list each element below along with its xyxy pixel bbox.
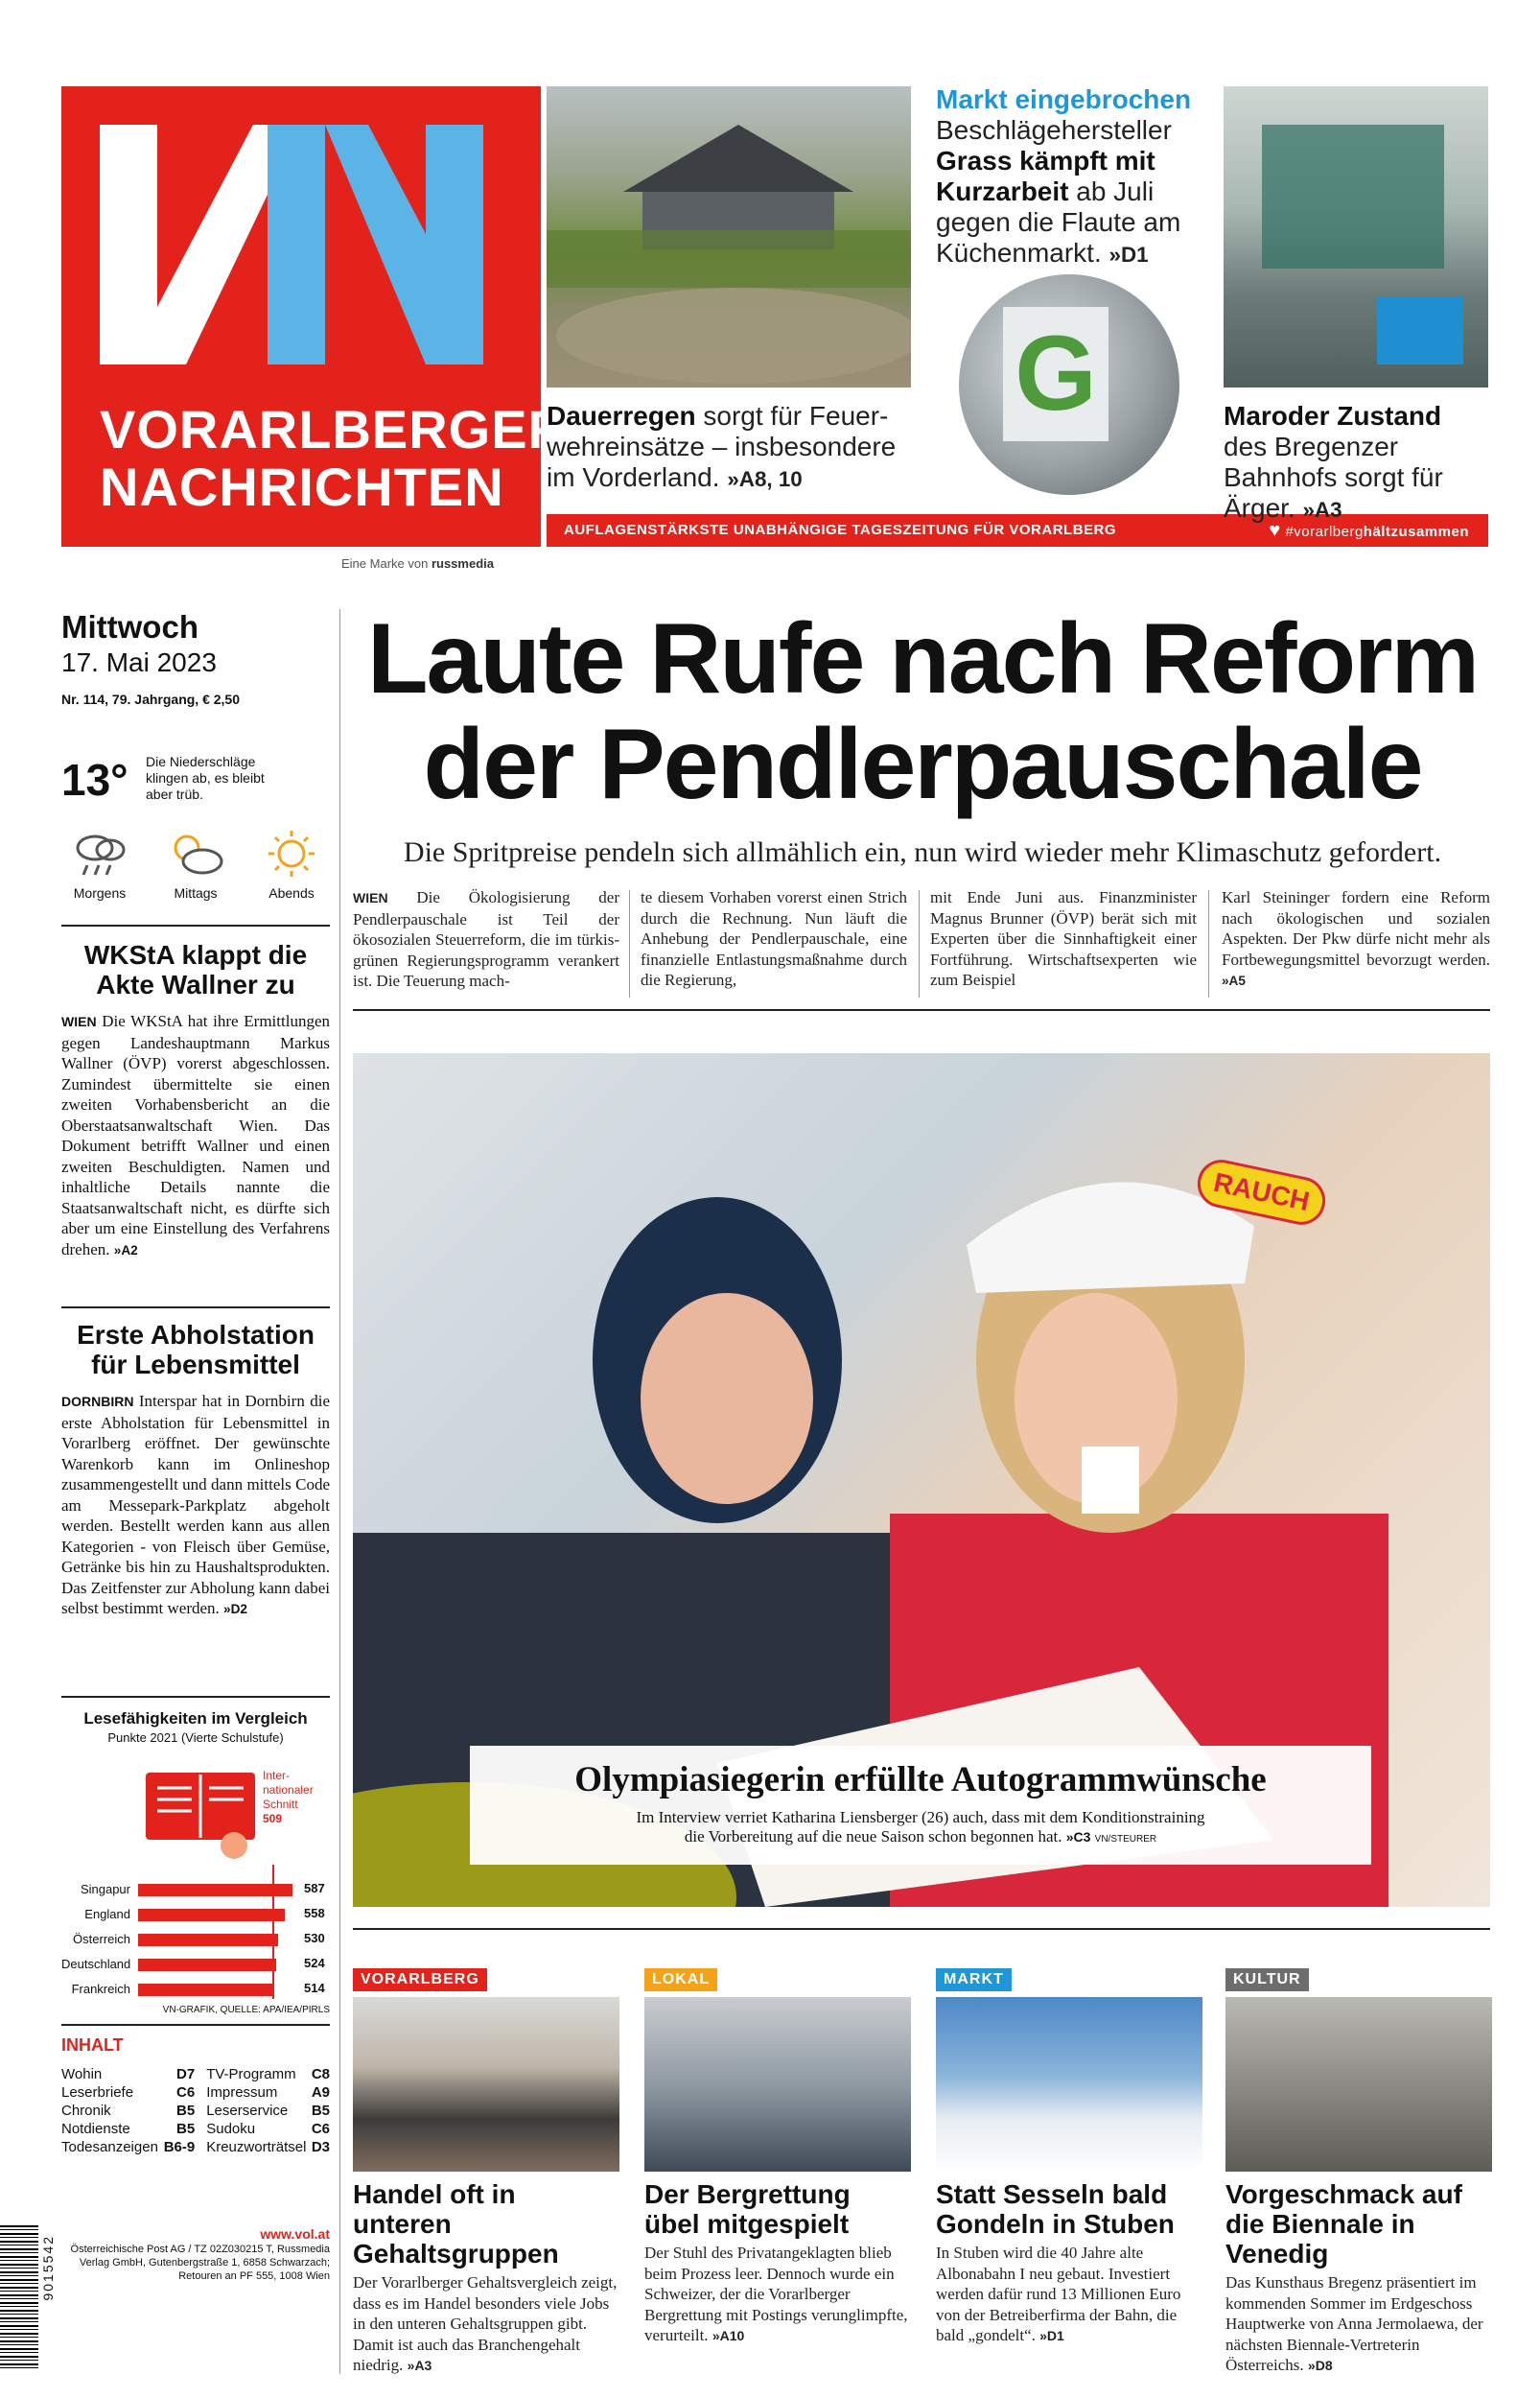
teaser-photo[interactable] bbox=[644, 1997, 911, 2172]
inhalt-label[interactable]: C6 bbox=[311, 2121, 330, 2137]
bottom-teaser-lokal[interactable] bbox=[644, 1968, 911, 2347]
main-ref: »A5 bbox=[1222, 974, 1246, 988]
brief-abholstation-place: DORNBIRN bbox=[61, 1394, 134, 1409]
brief-wksta-title: WKStA klappt die Akte Wallner zu bbox=[83, 940, 308, 999]
inhalt-page[interactable]: C6 bbox=[176, 2084, 196, 2101]
teaser-text: Das Kunsthaus Bregenz präsentiert im kommenden Sommer im Erdgeschoss Hauptwerke von Anna Jermolaewa, der nächsten Biennale-Vertreterin Österreichs. bbox=[1225, 2273, 1483, 2374]
brief-wksta-place: WIEN bbox=[61, 1014, 97, 1029]
chart-bar bbox=[138, 1909, 285, 1921]
inhalt-spacer bbox=[195, 2120, 206, 2138]
column-rule bbox=[629, 890, 630, 998]
inhalt-label[interactable]: C8 bbox=[311, 2066, 330, 2082]
weather-text: Die Niederschläge klingen ab, es bleibt aber trüb. bbox=[146, 754, 265, 802]
teaser-body bbox=[644, 2243, 911, 2347]
bottom-teaser-kultur[interactable] bbox=[1225, 1968, 1492, 2377]
inhalt-row bbox=[61, 2138, 330, 2156]
weather-morning-label: Morgens bbox=[73, 885, 127, 901]
divider bbox=[353, 1928, 1490, 1930]
chart-bar-value: 530 bbox=[304, 1931, 325, 1945]
teaser-text: Der Stuhl des Privatangeklagten blieb beim Prozess leer. Dennoch wurde ein Schweizer, der die Vorarlberger Bergrettung mit Postings verunglimpfte, verurteilt. bbox=[644, 2244, 908, 2344]
chart-bar-value: 587 bbox=[304, 1881, 325, 1895]
inhalt-label[interactable]: Chronik bbox=[61, 2103, 111, 2119]
inhalt-label[interactable]: A9 bbox=[311, 2084, 330, 2101]
inhalt-box bbox=[61, 2035, 330, 2156]
brief-wksta-ref: »A2 bbox=[113, 1242, 138, 1258]
rain-teaser[interactable] bbox=[547, 401, 911, 495]
station-kicker: Maroder Zustand bbox=[1224, 401, 1442, 431]
photo-credit: VN/STEURER bbox=[1094, 1834, 1157, 1845]
brief-wksta[interactable] bbox=[61, 940, 330, 1260]
teaser-title[interactable]: Vorgeschmack auf die Biennale in Venedig bbox=[1225, 2179, 1462, 2269]
inhalt-page[interactable]: B6-9 bbox=[163, 2139, 196, 2155]
edition-day: Mittwoch bbox=[61, 609, 198, 645]
divider bbox=[61, 925, 330, 927]
main-headline[interactable] bbox=[355, 603, 1490, 820]
inhalt-spacer bbox=[195, 2102, 206, 2120]
chart-bar-row bbox=[61, 1880, 330, 1899]
chart-title: Lesefähigkeiten im Vergleich bbox=[83, 1709, 308, 1728]
inhalt-table bbox=[61, 2065, 330, 2156]
rain-ref: »A8, 10 bbox=[727, 467, 803, 491]
chart-bar bbox=[138, 1934, 278, 1946]
chart-reference-line bbox=[272, 1865, 274, 1999]
column-rule bbox=[919, 890, 920, 998]
inhalt-heading: INHALT bbox=[61, 2035, 124, 2055]
brief-abholstation-ref: »D2 bbox=[223, 1602, 247, 1616]
teaser-photo[interactable] bbox=[1225, 1997, 1492, 2172]
brief-wksta-text: Die WKStA hat ihre Ermittlungen gegen Landeshauptmann Markus Wallner (ÖVP) vorerst abgeschlossen. Zumindest übermittelte sie einen zweiten Vorhabensbericht an die Oberstaatsanwaltschaft Wien. Das Dokument betrifft Wallner und einen zweiten Beschuldigten. Namen und inhaltliche Details nannte die Staatsanwaltschaft nicht, es dürfte sich aber um eine Einstellung des Verfahrens drehen. bbox=[61, 1012, 330, 1258]
weather-noon-label: Mittags bbox=[174, 885, 218, 901]
main-col4-text: Karl Steininger fordern eine Reform nach ökologischen und sozialen Aspekten. Der Pkw dürfe nicht mehr als Fortbewegungsmittel bevorzugt werden. bbox=[1222, 888, 1490, 969]
teaser-text: Der Vorarlberger Gehaltsvergleich zeigt, dass es im Handel besonders viele Jobs in den unteren Gehaltsgruppen gibt. Damit ist auch das Branchengehalt niedrig. bbox=[353, 2273, 618, 2374]
station-text: des Bregenzer Bahnhofs sorgt für Ärger. bbox=[1224, 432, 1443, 523]
barcode bbox=[0, 2225, 38, 2369]
photo-caption-1: Im Interview verriet Katharina Liensberger (26) auch, dass mit dem Konditionstraining bbox=[636, 1808, 1205, 1826]
heart-icon: ♥ bbox=[1269, 520, 1281, 541]
station-ref: »A3 bbox=[1302, 498, 1342, 522]
inhalt-spacer bbox=[195, 2083, 206, 2102]
chart-bar-label: Deutschland bbox=[61, 1957, 131, 1971]
inhalt-label[interactable]: Notdienste bbox=[61, 2121, 130, 2137]
inhalt-label[interactable]: Sudoku bbox=[206, 2121, 256, 2137]
teaser-ref: »D8 bbox=[1307, 2358, 1333, 2373]
photo-caption-box[interactable] bbox=[470, 1746, 1371, 1865]
ref-label-3: Schnitt bbox=[263, 1798, 298, 1811]
inhalt-spacer bbox=[195, 2138, 206, 2156]
weather-box bbox=[61, 750, 330, 909]
brand-note bbox=[341, 556, 494, 571]
teaser-body bbox=[936, 2243, 1202, 2347]
main-col1-text: Die Ökologisierung der Pendlerpauschale ist Teil der ökosozialen Steuerreform, die im türkis-grünen Regierungsprogramm verankert ist. Die Teuerung mach- bbox=[353, 888, 619, 990]
bottom-teaser-markt[interactable] bbox=[936, 1968, 1202, 2347]
brief-abholstation[interactable] bbox=[61, 1320, 330, 1620]
inhalt-row bbox=[61, 2065, 330, 2083]
main-col-1 bbox=[353, 887, 619, 992]
grass-text1: Beschlägehersteller bbox=[936, 115, 1172, 145]
photo-title: Olympiasiegerin erfüllte Autogrammwünsche bbox=[574, 1760, 1267, 1799]
category-label[interactable]: MARKT bbox=[936, 1968, 1012, 1991]
teaser-body bbox=[353, 2272, 619, 2377]
rain-text: sorgt für Feuerwehreinsätze – insbesondere im Vorderland. bbox=[547, 401, 897, 492]
inhalt-spacer bbox=[195, 2065, 206, 2083]
grass-teaser[interactable] bbox=[936, 84, 1195, 270]
imprint bbox=[61, 2227, 330, 2283]
chart-bar-label: Singapur bbox=[80, 1882, 130, 1896]
chart-bar-row bbox=[61, 1955, 330, 1974]
chart-source: VN-GRAFIK, QUELLE: APA/IEA/PIRLS bbox=[162, 2005, 330, 2015]
grass-photo[interactable] bbox=[959, 274, 1179, 495]
teaser-text: In Stuben wird die 40 Jahre alte Albonabahn I neu gebaut. Investiert werden dafür rund 13 Millionen Euro von der Betreiberfirma der Bahn, die bald „gondelt“. bbox=[936, 2244, 1181, 2344]
headline-line2: der Pendlerpauschale bbox=[423, 709, 1422, 820]
chart-reference-label bbox=[263, 1769, 314, 1826]
bottom-teaser-vorarlberg[interactable] bbox=[353, 1968, 619, 2377]
inhalt-label[interactable]: Wohin bbox=[61, 2066, 103, 2082]
teaser-ref: »A3 bbox=[407, 2358, 432, 2373]
brief-abholstation-title: Erste Abholstation für Lebensmittel bbox=[77, 1320, 315, 1379]
divider bbox=[61, 1696, 330, 1698]
weather-noon bbox=[157, 827, 234, 901]
rain-kicker: Dauerregen bbox=[547, 401, 696, 431]
headline-line1: Laute Rufe nach Reform bbox=[367, 603, 1478, 715]
edition-issue: Nr. 114, 79. Jahrgang, € 2,50 bbox=[61, 692, 240, 707]
divider bbox=[353, 1009, 1490, 1011]
inhalt-row bbox=[61, 2102, 330, 2120]
category-label[interactable]: KULTUR bbox=[1225, 1968, 1309, 1991]
column-rule bbox=[1208, 890, 1209, 998]
photo-caption-2-wrap bbox=[470, 1827, 1371, 1846]
hashtag-bold: hältzusammen bbox=[1363, 524, 1469, 540]
inhalt-page[interactable]: B5 bbox=[176, 2121, 196, 2137]
chart-subtitle: Punkte 2021 (Vierte Schulstufe) bbox=[107, 1730, 284, 1745]
chart-bar-value: 558 bbox=[304, 1906, 325, 1920]
chart-bar-value: 524 bbox=[304, 1956, 325, 1970]
inhalt-row bbox=[61, 2083, 330, 2102]
inhalt-page[interactable]: B5 bbox=[176, 2103, 196, 2119]
chart-bar bbox=[138, 1959, 276, 1971]
inhalt-label[interactable]: Kreuzworträtsel bbox=[206, 2139, 307, 2155]
chart-bars bbox=[61, 1880, 330, 2005]
category-label[interactable]: LOKAL bbox=[644, 1968, 717, 1991]
chart-bar-value: 514 bbox=[304, 1981, 325, 1995]
reading-chart bbox=[61, 1709, 330, 2016]
chart-bar-row bbox=[61, 1980, 330, 1999]
teaser-title[interactable]: Statt Sesseln bald Gondeln in Stuben bbox=[936, 2179, 1175, 2239]
book-icon bbox=[138, 1765, 263, 1861]
teaser-photo[interactable] bbox=[353, 1997, 619, 2172]
inhalt-label[interactable]: Todesanzeigen bbox=[61, 2139, 158, 2155]
sun-cloud-icon bbox=[162, 827, 229, 881]
station-hall-image bbox=[1224, 86, 1488, 388]
grass-kicker: Markt eingebrochen bbox=[936, 84, 1192, 114]
inhalt-label[interactable]: B5 bbox=[311, 2103, 330, 2119]
edition-info bbox=[61, 609, 330, 707]
inhalt-label[interactable]: D3 bbox=[311, 2139, 330, 2155]
chart-bar-label: England bbox=[84, 1907, 130, 1921]
divider bbox=[61, 1306, 330, 1308]
inhalt-row bbox=[61, 2120, 330, 2138]
teaser-photo[interactable] bbox=[936, 1997, 1202, 2172]
teaser-body bbox=[1225, 2272, 1492, 2377]
imprint-text: Österreichische Post AG / TZ 02Z030215 T, Russmedia Verlag GmbH, Gutenbergstraße 1, 6858 Schwarzach; Retouren an PF 555, 1008 Wien bbox=[70, 2244, 330, 2282]
rain-cloud-icon bbox=[66, 827, 133, 881]
brief-abholstation-text: Interspar hat in Dornbirn die erste Abholstation für Lebensmittel in Vorarlberg eröffnet. Der gewünschte Warenkorb kann im Onlineshop zusammengestellt und dann mittels Code am Messepark-Parkplatz abgeholt werden. Bestellt werden kann aus allen Kategorien - von Fleisch über Gemüse, Getränke bis hin zu Haushaltsprodukten. Das Zeitfenster zur Abholung kann dabei selbst bestimmt werden. bbox=[61, 1392, 330, 1617]
flooded-house-image bbox=[547, 86, 911, 388]
imprint-url[interactable]: www.vol.at bbox=[260, 2226, 330, 2242]
main-col-4 bbox=[1222, 887, 1490, 992]
station-photo[interactable] bbox=[1224, 86, 1488, 388]
weather-evening bbox=[253, 827, 330, 901]
divider bbox=[61, 2024, 330, 2026]
main-col-2: te diesem Vorhaben vorerst einen Strich durch die Rechnung. Nun läuft die Anhebung der Pendlerpauschale, eine finanzielle Entlastungsmaßnahme durch die Regierung, bbox=[641, 888, 907, 989]
grass-sign: G bbox=[1003, 307, 1108, 441]
inhalt-page[interactable]: D7 bbox=[176, 2066, 196, 2082]
main-col-3: mit Ende Juni aus. Finanzminister Magnus Brunner (ÖVP) berät sich mit Experten über die Sinnhaftigkeit einer Fortführung. Wirtschaftsexperten wie zum Beispiel bbox=[930, 888, 1197, 989]
brand-name: russmedia bbox=[431, 556, 494, 571]
photo-caption-2: die Vorbereitung auf die neue Saison schon begonnen hat. bbox=[684, 1827, 1062, 1846]
brief-wksta-body bbox=[61, 1011, 330, 1260]
masthead-logo[interactable] bbox=[61, 86, 569, 547]
rain-photo[interactable] bbox=[547, 86, 911, 388]
masthead-title-line1: VORARLBERGER bbox=[100, 399, 569, 459]
teaser-title[interactable]: Handel oft in unteren Gehaltsgruppen bbox=[353, 2179, 559, 2269]
brand-note-text: Eine Marke von bbox=[341, 556, 429, 571]
ref-value: 509 bbox=[263, 1812, 283, 1825]
weather-evening-label: Abends bbox=[268, 885, 315, 901]
teaser-ref: »A10 bbox=[712, 2328, 745, 2343]
chart-bar-label: Österreich bbox=[73, 1932, 130, 1946]
chart-bar-row bbox=[61, 1930, 330, 1949]
edition-date: 17. Mai 2023 bbox=[61, 647, 217, 677]
station-teaser[interactable] bbox=[1224, 401, 1492, 526]
hashtag-prefix: #vorarlberg bbox=[1285, 524, 1364, 540]
chart-bar-row bbox=[61, 1905, 330, 1924]
weather-temp: 13° bbox=[61, 755, 128, 805]
ref-label-1: Inter- bbox=[263, 1769, 291, 1782]
teaser-title[interactable]: Der Bergrettung übel mitgespielt bbox=[644, 2179, 851, 2239]
teaser-ref: »D1 bbox=[1039, 2328, 1064, 2343]
weather-morning bbox=[61, 827, 138, 901]
photo-ref: »C3 bbox=[1065, 1829, 1091, 1845]
grass-text2: ab Juli gegen die Flaute am Küchenmarkt. bbox=[936, 176, 1181, 268]
cap-logo: RAUCH bbox=[1193, 1156, 1330, 1230]
masthead-title-line2: NACHRICHTEN bbox=[100, 457, 504, 517]
inhalt-label[interactable]: Leserservice bbox=[206, 2103, 289, 2119]
tagline-text: AUFLAGENSTÄRKSTE UNABHÄNGIGE TAGESZEITUNG FÜR VORARLBERG bbox=[564, 522, 1117, 538]
grass-ref: »D1 bbox=[1108, 243, 1149, 267]
main-place: WIEN bbox=[353, 890, 388, 905]
inhalt-label[interactable]: Leserbriefe bbox=[61, 2084, 134, 2101]
chart-bar-label: Frankreich bbox=[71, 1982, 130, 1996]
ref-label-2: nationaler bbox=[263, 1783, 314, 1797]
main-subhead: Die Spritpreise pendeln sich allmählich ein, nun wird wieder mehr Klimaschutz gefordert. bbox=[403, 836, 1442, 868]
chart-bar bbox=[138, 1984, 273, 1996]
sun-icon bbox=[258, 827, 325, 881]
barcode-number: 9015542 bbox=[40, 2235, 56, 2301]
inhalt-label[interactable]: Impressum bbox=[206, 2084, 278, 2101]
grass-bold: Grass kämpft mit Kurzarbeit bbox=[936, 146, 1155, 206]
brief-abholstation-body bbox=[61, 1391, 330, 1620]
inhalt-label[interactable]: TV-Programm bbox=[206, 2066, 296, 2082]
chart-bar bbox=[138, 1884, 292, 1896]
category-label[interactable]: VORARLBERG bbox=[353, 1968, 487, 1991]
column-rule bbox=[339, 609, 340, 2374]
